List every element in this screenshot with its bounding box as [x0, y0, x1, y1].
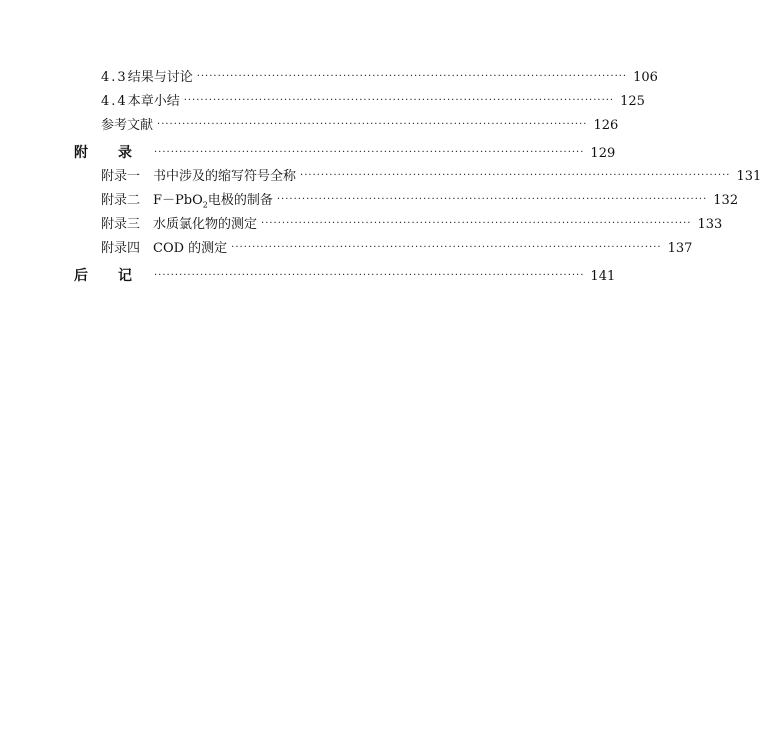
leader-dots: ······································································································· [154, 147, 585, 158]
toc-entry-postscript[interactable] [74, 266, 616, 286]
page-number: 126 [593, 118, 619, 133]
leader-dots: ······································································································· [276, 194, 708, 205]
leader-dots: ······································································································· [300, 170, 731, 181]
page-number: 141 [590, 269, 616, 284]
title-suffix: 电极的制备 [207, 193, 273, 208]
page-number: 131 [736, 169, 761, 184]
section-title [101, 191, 273, 216]
leader-dots: ······································································································· [183, 95, 615, 106]
section-title: 本章小结 [127, 94, 180, 109]
page-number: 129 [590, 146, 616, 161]
leader-dots: ······································································································· [154, 270, 585, 281]
leader-dots: ······································································································· [231, 242, 662, 253]
page-number: 133 [697, 217, 723, 232]
toc-entry-appendix-4[interactable] [101, 239, 693, 259]
leader-dots: ······································································································· [196, 71, 628, 82]
toc-entry-4-3[interactable] [101, 68, 658, 88]
section-title: 附录四 COD 的测定 [101, 241, 228, 256]
toc-entry-appendix-1[interactable] [101, 167, 761, 187]
chapter-title: 附录 [74, 145, 162, 161]
page-number: 137 [667, 241, 693, 256]
section-title: 结果与讨论 [127, 70, 193, 85]
page-number: 125 [620, 94, 645, 109]
section-number: 4.3 [101, 70, 128, 85]
toc-entry-appendix-2[interactable] [101, 191, 739, 211]
page-number: 132 [713, 193, 739, 208]
leader-dots: ······································································································· [261, 218, 692, 229]
section-title: 参考文献 [101, 118, 154, 133]
toc-entry-appendix-3[interactable] [101, 215, 723, 235]
toc-entry-4-4[interactable] [101, 92, 645, 112]
section-title: 附录一 书中涉及的缩写符号全称 [101, 169, 297, 184]
subscript-two: 2 [202, 200, 208, 210]
title-prefix: 附录二 F－PbO [101, 193, 203, 208]
leader-dots: ······································································································· [157, 119, 588, 130]
page-number: 106 [633, 70, 658, 85]
chapter-title: 后记 [74, 268, 162, 284]
toc-entry-references[interactable] [101, 116, 619, 136]
section-title: 附录三 水质氯化物的测定 [101, 217, 258, 232]
section-number: 4.4 [101, 94, 128, 109]
toc-entry-appendix[interactable] [74, 143, 616, 163]
